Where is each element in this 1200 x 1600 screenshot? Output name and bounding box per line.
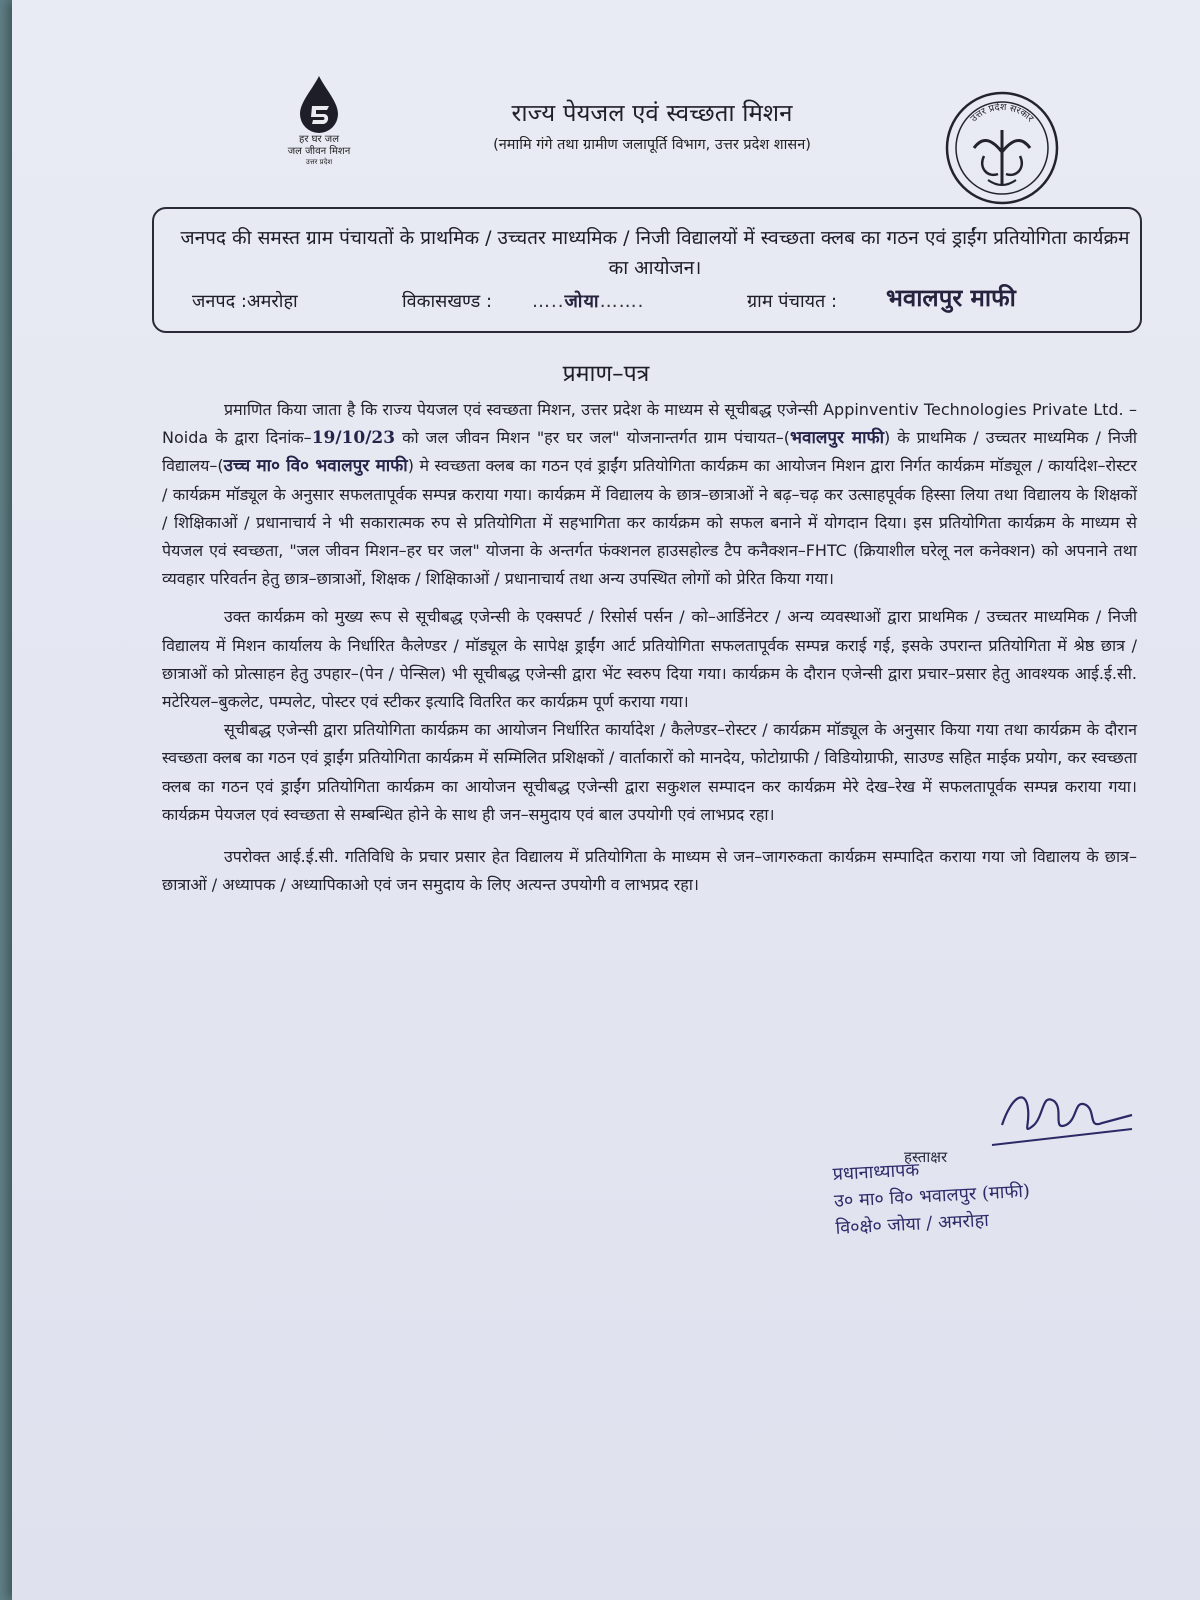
mission-title: राज्य पेयजल एवं स्वच्छता मिशन [511,99,793,127]
certificate-body [162,396,1137,899]
svg-text:उत्तर प्रदेश सरकार [969,101,1037,125]
paragraph-text: ) मे स्वच्छता क्लब का गठन एवं ड्राईंग प्रतियोगिता कार्यक्रम का आयोजन मिशन द्वारा निर्गत कार्यक्रम मॉड्यूल / कार्यादेश–रोस्टर / कार्यक्रम मॉड्यूल के अनुसार सफलतापूर्वक सम्पन्न कराया गया। कार्यक्रम में विद्यालय के छात्र–छात्राओं ने बढ़–चढ़ कर उत्साहपूर्वक हिस्सा लिया तथा विद्यालय के शिक्षकों / शिक्षिकाओं / प्रधानाचार्य ने भी सकारात्मक रुप से प्रतियोगिता में सहभागिता कर कार्यक्रम को सफल बनाने में योगदान दिया। इस प्रतियोगिता कार्यक्रम के माध्यम से पेयजल एवं स्वच्छता, "जल जीवन मिशन–हर घर जल" योजना के अन्तर्गत फंक्शनल हाउसहोल्ड टैप कनैक्शन–FHTC (क्रियाशील घरेलू नल कनेक्शन) को अपनाने तथा व्यवहार परिवर्तन हेतु छात्र–छात्राओं, शिक्षक / शिक्षिकाओं / प्रधानाचार्य तथा अन्य उपस्थित लोगों को प्रेरित किया गया। [162,456,1137,589]
program-details-box [152,207,1142,333]
letterhead [392,96,912,154]
logo-caption: उत्तर प्रदेश [305,158,333,166]
handwritten-school: उच्च मा० वि० भवालपुर माफी [223,456,408,477]
block-field: …..जोया……. [532,291,645,312]
handwritten-signature [982,1085,1142,1155]
stamp-line: प्रधानाध्यापक [832,1159,920,1185]
seal-text: उत्तर प्रदेश सरकार [968,101,1036,125]
up-government-seal [944,90,1060,206]
stamp-line: उ० मा० वि० भवालपुर (माफी) [833,1180,1031,1212]
block-value: जोया [564,291,600,312]
water-drop-icon [294,74,344,134]
paragraph-text: प्रमाणित किया जाता है कि राज्य पेयजल एवं स्वच्छता मिशन, उत्तर प्रदेश के माध्यम से सूचीबद्ध एजेन्सी Appinventiv Technologies Private Ltd. – Noida के द्वारा दिनांक– [162,400,1137,448]
logo-caption: जल जीवन मिशन [287,146,351,157]
block-label: विकासखण्ड : [402,291,493,312]
paragraph-4: उपरोक्त आई.ई.सी. गतिविधि के प्रचार प्रसार हेत विद्यालय में प्रतियोगिता के माध्यम से जन–जागरुकता कार्यक्रम सम्पादित कराया गया जो विद्यालय के छात्र–छात्राओं / अध्यापक / अध्यापिकाओ एवं जन समुदाय के लिए अत्यन्त उपयोगी व लाभप्रद रहा। [162,847,1137,895]
signature-label: हस्ताक्षर [904,1148,948,1166]
paragraph-2: उक्त कार्यक्रम को मुख्य रूप से सूचीबद्ध एजेन्सी के एक्सपर्ट / रिसोर्स पर्सन / को–आर्डिनेटर / अन्य व्यवस्थाओं द्वारा प्राथमिक / उच्चतर माध्यमिक / निजी विद्यालय में मिशन कार्यालय के निर्धारित कैलेण्डर / मॉड्यूल के सापेक्ष ड्राईंग आर्ट प्रतियोगिता सफलतापूर्वक सम्पन्न कराई गई, इसके उपरान्त प्रतियोगिता में श्रेष्ठ छात्र / छात्राओं को प्रोत्साहन हेतु उपहार–(पेन / पेन्सिल) भी सूचीबद्ध एजेन्सी द्वारा भेंट स्वरुप दिया गया। कार्यक्रम के दौरान एजेन्सी द्वारा प्रचार–प्रसार हेतु आवश्यक आई.ई.सी. मटेरियल–बुकलेट, पम्पलेट, पोस्टर एवं स्टीकर इत्यादि वितरित कर कार्यक्रम पूर्ण कराया गया। [162,607,1137,712]
district-label: जनपद :अमरोहा [192,291,298,312]
panchayat-label: ग्राम पंचायत : [747,291,838,312]
stamp-line: वि०क्षे० जोया / अमरोहा [834,1209,990,1239]
certificate-title: प्रमाण–पत्र [562,361,650,387]
paragraph-text: ) के प्राथमिक / उच्चतर माध्यमिक / निजी विद्यालय–( [162,428,1137,476]
paragraph-text: को जल जीवन मिशन "हर घर जल" योजनान्तर्गत ग्राम पंचायत–( [395,428,791,448]
paragraph-1 [162,396,1137,593]
handwritten-date: 19/10/23 [311,428,396,449]
paragraph-3: सूचीबद्ध एजेन्सी द्वारा प्रतियोगिता कार्यक्रम का आयोजन निर्धारित कार्यादेश / कैलेण्डर–रोस्टर / कार्यक्रम मॉड्यूल के अनुसार किया गया तथा कार्यक्रम के दौरान स्वच्छता क्लब का गठन एवं ड्राईंग प्रतियोगिता कार्यक्रम में सम्मिलित प्रशिक्षकों / वार्ताकारों को मानदेय, फोटोग्राफी / विडियोग्राफी, साउण्ड सहित माईक प्रयोग, कर स्वच्छता क्लब का गठन एवं ड्राईंग प्रतियोगिता कार्यक्रम का आयोजन सूचीबद्ध एजेन्सी द्वारा सकुशल सम्पादन कर कार्यक्रम मेरे देख–रेख में सफलतापूर्वक सम्पन्न कराया गया। कार्यक्रम पेयजल एवं स्वच्छता से सम्बन्धित होने के साथ ही जन–समुदाय एवं बाल उपयोगी एवं लाभप्रद रहा। [162,720,1137,824]
har-ghar-jal-logo [264,74,374,167]
panchayat-value: भवालपुर माफी [886,283,1016,312]
mission-subtitle: (नमामि गंगे तथा ग्रामीण जलापूर्ति विभाग, उत्तर प्रदेश शासन) [493,137,811,153]
headmaster-stamp [832,1142,1196,1242]
document-page [12,0,1200,1600]
logo-caption: हर घर जल [299,134,339,145]
handwritten-village: भवालपुर माफी [790,428,884,449]
program-heading: जनपद की समस्त ग्राम पंचायतों के प्राथमिक / उच्चतर माध्यमिक / निजी विद्यालयों में स्वच्छता क्लब का गठन एवं ड्राईंग प्रतियोगिता कार्यक्रम का आयोजन। [180,227,1130,279]
signature-block [832,1085,1192,1245]
